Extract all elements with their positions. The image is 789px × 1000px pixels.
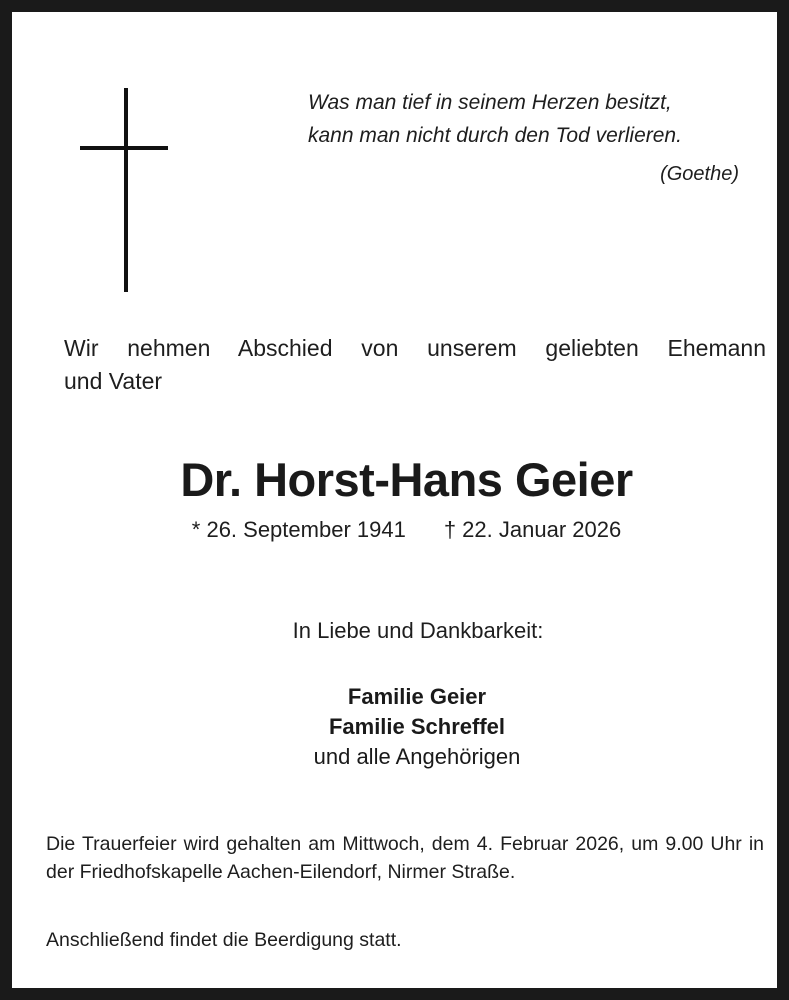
other-relatives: und alle Angehörigen bbox=[313, 744, 521, 769]
birth-date: * 26. September 1941 bbox=[191, 517, 406, 542]
quote-line-2: kann man nicht durch den Tod verlieren. bbox=[308, 124, 682, 147]
cross-horizontal-bar bbox=[80, 146, 168, 150]
intro-line-2: und Vater bbox=[64, 368, 163, 394]
cross-icon bbox=[80, 88, 168, 292]
farewell-intro bbox=[64, 332, 766, 398]
quote-line-1: Was man tief in seinem Herzen besitzt, bbox=[308, 91, 672, 114]
family-geier: Familie Geier bbox=[347, 684, 487, 709]
burial-info: Anschließend findet die Beerdigung statt. bbox=[46, 929, 402, 951]
goethe-quote bbox=[308, 86, 768, 185]
quote-author: (Goethe) bbox=[660, 163, 739, 185]
funeral-service-info: Die Trauerfeier wird gehalten am Mittwoch, dem 4. Februar 2026, um 9.00 Uhr in der Friedhofskapelle Aachen-Eilendorf, Nirmer Straße. bbox=[46, 833, 764, 883]
death-date: † 22. Januar 2026 bbox=[443, 517, 622, 542]
deceased-name: Dr. Horst-Hans Geier bbox=[180, 453, 633, 506]
family-schreffel: Familie Schreffel bbox=[328, 714, 506, 739]
intro-line-1: Wir nehmen Abschied von unserem geliebten Ehemann bbox=[64, 335, 766, 361]
mourners-list bbox=[12, 682, 789, 772]
life-dates bbox=[12, 517, 789, 543]
cross-vertical-bar bbox=[124, 88, 128, 292]
thanks-heading: In Liebe und Dankbarkeit: bbox=[292, 618, 544, 643]
